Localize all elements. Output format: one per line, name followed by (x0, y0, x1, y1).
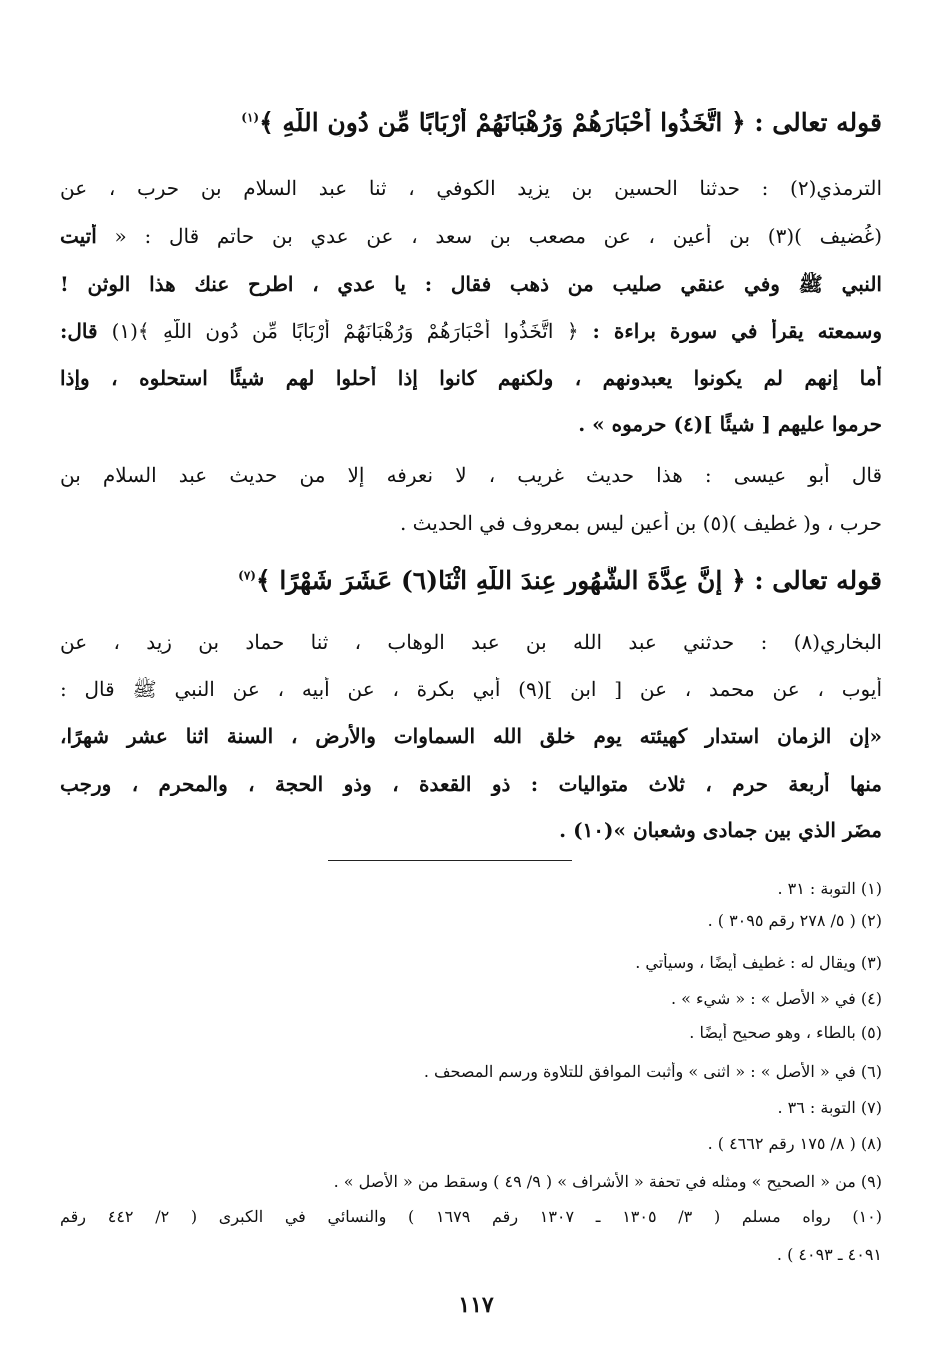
page-number: ١١٧ (458, 1292, 494, 1318)
footnote-ref: (١) (241, 110, 260, 125)
hadith-2-line-3: «إن الزمان استدار كهيئته يوم خلق الله السماوات والأرض ، السنة اثنا عشر شهرًا، (60, 724, 882, 748)
hadith-1-line-2-text: (غُضيف )(٣) بن أعين ، عن مصعب بن سعد ، عن عدي بن حاتم قال : « (96, 224, 882, 248)
hadith-1-line-3: النبي ﷺ وفي عنقي صليب من ذهب فقال : يا عدي ، اطرح عنك هذا الوثن ! (60, 272, 882, 296)
hadith-2-line-1: البخاري(٨) : حدثني عبد الله بن عبد الوهاب ، ثنا حماد بن زيد ، عن (60, 630, 882, 654)
footnote-3: (٣) ويقال له : غطيف أيضًا ، وسيأتي . (635, 953, 882, 972)
footnote-4: (٤) في « الأصل » : « شيء » . (670, 989, 882, 1008)
hadith-1-line-1: الترمذي(٢) : حدثنا الحسين بن يزيد الكوفي ، ثنا عبد السلام بن حرب ، عن (60, 176, 882, 200)
quran-verse: ﴿ اتَّخَذُوا أَحْبَارَهُمْ وَرُهْبَانَهُمْ أَرْبَابًا مِّن دُونِ اللَّهِ ﴾ (259, 108, 746, 137)
footnote-5: (٥) بالطاء ، وهو صحيح أيضًا . (689, 1023, 882, 1042)
hadith-2-line-4: منها أربعة حرم ، ثلاث متواليات : ذو القعدة ، وذو الحجة ، والمحرم ، ورجب (60, 772, 882, 796)
hadith-1-line-5: أما إنهم لم يكونوا يعبدونهم ، ولكنهم كانوا إذا أحلوا لهم شيئًا استحلوه ، وإذا (60, 366, 882, 390)
footnote-divider (328, 860, 572, 861)
quran-verse: ﴿ إِنَّ عِدَّةَ الشُّهُورِ عِندَ اللَّهِ اثْنَا(٦) عَشَرَ شَهْرًا ﴾ (255, 566, 746, 595)
comment-line-1: قال أبو عيسى : هذا حديث غريب ، لا نعرفه إلا من حديث عبد السلام بن (60, 463, 882, 487)
heading-lead: قوله تعالى : (754, 108, 882, 137)
hadith-1-line-4 (60, 319, 882, 343)
hadith-1-line-2-bold: أتيت (60, 224, 97, 248)
footnote-ref: (٧) (238, 568, 256, 583)
footnote-10-continued: ٤٠٩١ ـ ٤٠٩٣ ) . (776, 1245, 882, 1264)
footnote-7: (٧) التوبة : ٣٦ . (777, 1098, 882, 1117)
footnote-1: (١) التوبة : ٣١ . (777, 879, 882, 898)
hadith-1-line-4-end: قال: (60, 319, 112, 343)
footnote-10: (١٠) رواه مسلم ( ٣/ ١٣٠٥ ـ ١٣٠٧ رقم ١٦٧٩ ) والنسائي في الكبرى ( ٢/ ٤٤٢ رقم (60, 1207, 882, 1226)
hadith-2-line-2: أيوب ، عن محمد ، عن [ ابن ](٩) أبي بكرة ، عن أبيه ، عن النبي ﷺ قال : (60, 677, 882, 701)
footnote-2: (٢) ( ٥/ ٢٧٨ رقم ٣٠٩٥ ) . (707, 911, 882, 930)
footnote-6: (٦) في « الأصل » : « اثنى » وأثبت الموافق للتلاوة ورسم المصحف . (423, 1062, 882, 1081)
section-heading-2 (60, 566, 882, 595)
heading-lead: قوله تعالى : (754, 566, 882, 595)
footnote-8: (٨) ( ٨/ ١٧٥ رقم ٤٦٦٢ ) . (707, 1134, 882, 1153)
quran-verse-inline: ﴿ اتَّخَذُوا أَحْبَارَهُمْ وَرُهْبَانَهُمْ أَرْبَابًا مِّن دُونِ اللَّهِ ﴾(١) (111, 319, 579, 343)
hadith-1-line-6: حرموا عليهم [ شيئًا ](٤) حرموه » . (578, 412, 882, 436)
hadith-1-line-4-bold: وسمعته يقرأ في سورة براءة : (578, 319, 882, 343)
hadith-2-line-5: مضَر الذي بين جمادى وشعبان »(١٠) . (559, 818, 882, 842)
comment-line-2: حرب ، و( غطيف )(٥) بن أعين ليس بمعروف في الحديث . (399, 511, 882, 535)
footnote-9: (٩) من « الصحيح » ومثله في تحفة « الأشراف » ( ٩/ ٤٩ ) وسقط من « الأصل » . (333, 1172, 882, 1191)
hadith-1-line-2 (60, 224, 882, 248)
section-heading-1 (60, 108, 882, 137)
